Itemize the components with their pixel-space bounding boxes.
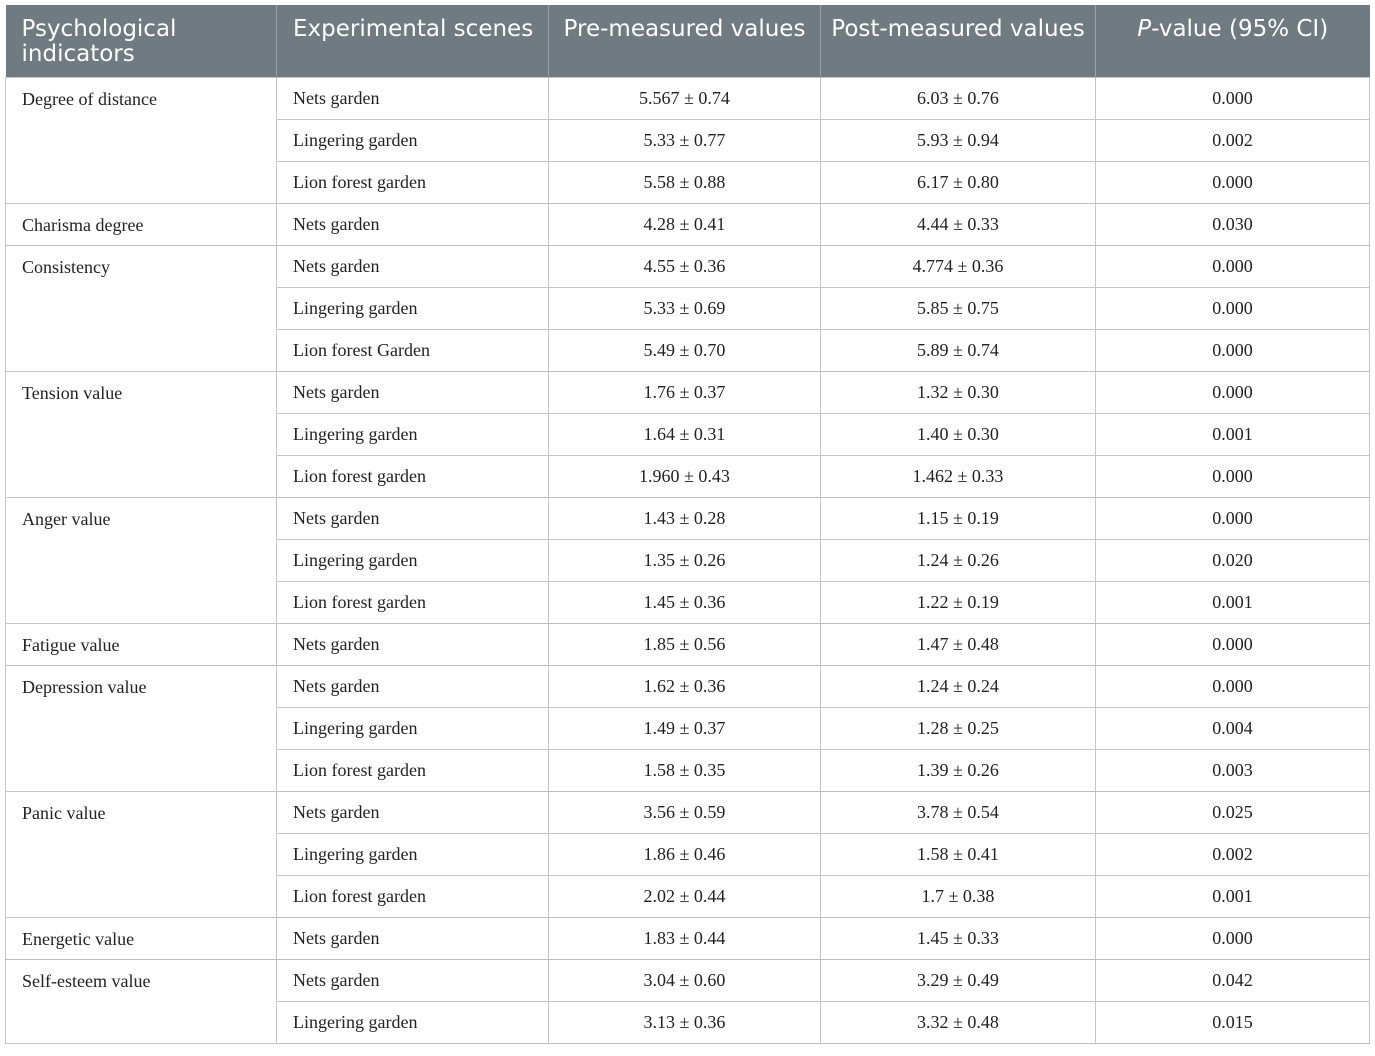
pre-measured-cell: 3.56 ± 0.59 (549, 791, 821, 833)
post-measured-cell: 1.47 ± 0.48 (821, 623, 1096, 665)
p-value-cell: 0.000 (1096, 455, 1370, 497)
post-measured-cell: 5.85 ± 0.75 (821, 287, 1096, 329)
pre-measured-cell: 1.49 ± 0.37 (549, 707, 821, 749)
header-p-italic: P (1137, 16, 1152, 42)
scene-cell: Lion forest Garden (277, 329, 549, 371)
scene-cell: Nets garden (277, 917, 549, 959)
p-value-cell: 0.000 (1096, 371, 1370, 413)
post-measured-cell: 1.24 ± 0.26 (821, 539, 1096, 581)
scene-cell: Lingering garden (277, 833, 549, 875)
post-measured-cell: 5.89 ± 0.74 (821, 329, 1096, 371)
table-body (6, 77, 1370, 1043)
pre-measured-cell: 4.55 ± 0.36 (549, 245, 821, 287)
p-value-cell: 0.000 (1096, 623, 1370, 665)
post-measured-cell: 1.7 ± 0.38 (821, 875, 1096, 917)
indicator-cell: Charisma degree (6, 203, 277, 245)
header-post-measured-values (821, 5, 1096, 77)
pre-measured-cell: 4.28 ± 0.41 (549, 203, 821, 245)
p-value-cell: 0.002 (1096, 119, 1370, 161)
pre-measured-cell: 1.85 ± 0.56 (549, 623, 821, 665)
indicator-cell: Energetic value (6, 917, 277, 959)
indicator-cell: Panic value (6, 791, 277, 917)
pre-measured-cell: 1.86 ± 0.46 (549, 833, 821, 875)
scene-cell: Nets garden (277, 959, 549, 1001)
scene-cell: Nets garden (277, 203, 549, 245)
table-row (6, 77, 1370, 119)
p-value-cell: 0.015 (1096, 1001, 1370, 1043)
pre-measured-cell: 3.13 ± 0.36 (549, 1001, 821, 1043)
p-value-cell: 0.000 (1096, 77, 1370, 119)
scene-cell: Lion forest garden (277, 581, 549, 623)
scene-cell: Lingering garden (277, 1001, 549, 1043)
pre-measured-cell: 5.33 ± 0.77 (549, 119, 821, 161)
p-value-cell: 0.000 (1096, 287, 1370, 329)
p-value-cell: 0.001 (1096, 875, 1370, 917)
header-p-value (1096, 5, 1370, 77)
post-measured-cell: 3.78 ± 0.54 (821, 791, 1096, 833)
p-value-cell: 0.001 (1096, 581, 1370, 623)
post-measured-cell: 4.44 ± 0.33 (821, 203, 1096, 245)
post-measured-cell: 1.22 ± 0.19 (821, 581, 1096, 623)
p-value-cell: 0.000 (1096, 497, 1370, 539)
indicator-cell: Degree of distance (6, 77, 277, 203)
p-value-cell: 0.003 (1096, 749, 1370, 791)
data-table-container (5, 5, 1369, 1044)
post-measured-cell: 1.32 ± 0.30 (821, 371, 1096, 413)
p-value-cell: 0.004 (1096, 707, 1370, 749)
header-label: Experimental scenes (293, 16, 534, 42)
header-experimental-scenes (277, 5, 549, 77)
header-label: Psychological indicators (21, 16, 177, 67)
pre-measured-cell: 1.35 ± 0.26 (549, 539, 821, 581)
table-row (6, 917, 1370, 959)
table-row (6, 203, 1370, 245)
header-label: Pre-measured values (563, 16, 806, 42)
post-measured-cell: 1.45 ± 0.33 (821, 917, 1096, 959)
pre-measured-cell: 1.76 ± 0.37 (549, 371, 821, 413)
scene-cell: Lingering garden (277, 707, 549, 749)
scene-cell: Lingering garden (277, 539, 549, 581)
table-row (6, 791, 1370, 833)
scene-cell: Lion forest garden (277, 161, 549, 203)
scene-cell: Nets garden (277, 791, 549, 833)
table-row (6, 623, 1370, 665)
scene-cell: Lion forest garden (277, 875, 549, 917)
p-value-cell: 0.000 (1096, 917, 1370, 959)
scene-cell: Lion forest garden (277, 749, 549, 791)
post-measured-cell: 1.15 ± 0.19 (821, 497, 1096, 539)
scene-cell: Nets garden (277, 665, 549, 707)
pre-measured-cell: 5.33 ± 0.69 (549, 287, 821, 329)
table-row (6, 959, 1370, 1001)
p-value-cell: 0.030 (1096, 203, 1370, 245)
pre-measured-cell: 1.64 ± 0.31 (549, 413, 821, 455)
p-value-cell: 0.000 (1096, 245, 1370, 287)
table-row (6, 665, 1370, 707)
pre-measured-cell: 1.62 ± 0.36 (549, 665, 821, 707)
header-p-rest: -value (95% CI) (1151, 16, 1329, 42)
pre-measured-cell: 1.45 ± 0.36 (549, 581, 821, 623)
pre-measured-cell: 3.04 ± 0.60 (549, 959, 821, 1001)
scene-cell: Nets garden (277, 497, 549, 539)
post-measured-cell: 1.39 ± 0.26 (821, 749, 1096, 791)
p-value-cell: 0.025 (1096, 791, 1370, 833)
indicator-cell: Anger value (6, 497, 277, 623)
pre-measured-cell: 1.83 ± 0.44 (549, 917, 821, 959)
p-value-cell: 0.002 (1096, 833, 1370, 875)
table-row (6, 497, 1370, 539)
header-label (1096, 5, 1370, 42)
indicator-cell: Self-esteem value (6, 959, 277, 1043)
indicator-cell: Fatigue value (6, 623, 277, 665)
p-value-cell: 0.020 (1096, 539, 1370, 581)
table-header (6, 5, 1370, 77)
post-measured-cell: 1.24 ± 0.24 (821, 665, 1096, 707)
p-value-cell: 0.000 (1096, 665, 1370, 707)
post-measured-cell: 3.32 ± 0.48 (821, 1001, 1096, 1043)
scene-cell: Lion forest garden (277, 455, 549, 497)
post-measured-cell: 4.774 ± 0.36 (821, 245, 1096, 287)
scene-cell: Lingering garden (277, 119, 549, 161)
post-measured-cell: 3.29 ± 0.49 (821, 959, 1096, 1001)
indicator-cell: Consistency (6, 245, 277, 371)
pre-measured-cell: 5.49 ± 0.70 (549, 329, 821, 371)
table-row (6, 245, 1370, 287)
scene-cell: Nets garden (277, 77, 549, 119)
header-psychological-indicators (6, 5, 277, 77)
scene-cell: Lingering garden (277, 413, 549, 455)
scene-cell: Nets garden (277, 245, 549, 287)
indicator-cell: Tension value (6, 371, 277, 497)
post-measured-cell: 6.17 ± 0.80 (821, 161, 1096, 203)
scene-cell: Lingering garden (277, 287, 549, 329)
pre-measured-cell: 5.567 ± 0.74 (549, 77, 821, 119)
post-measured-cell: 1.40 ± 0.30 (821, 413, 1096, 455)
header-pre-measured-values (549, 5, 821, 77)
post-measured-cell: 1.462 ± 0.33 (821, 455, 1096, 497)
pre-measured-cell: 1.960 ± 0.43 (549, 455, 821, 497)
pre-measured-cell: 1.43 ± 0.28 (549, 497, 821, 539)
p-value-cell: 0.001 (1096, 413, 1370, 455)
table-row (6, 371, 1370, 413)
p-value-cell: 0.000 (1096, 161, 1370, 203)
scene-cell: Nets garden (277, 371, 549, 413)
post-measured-cell: 5.93 ± 0.94 (821, 119, 1096, 161)
pre-measured-cell: 1.58 ± 0.35 (549, 749, 821, 791)
scene-cell: Nets garden (277, 623, 549, 665)
p-value-cell: 0.042 (1096, 959, 1370, 1001)
post-measured-cell: 6.03 ± 0.76 (821, 77, 1096, 119)
indicator-cell: Depression value (6, 665, 277, 791)
pre-measured-cell: 2.02 ± 0.44 (549, 875, 821, 917)
post-measured-cell: 1.28 ± 0.25 (821, 707, 1096, 749)
post-measured-cell: 1.58 ± 0.41 (821, 833, 1096, 875)
header-row (6, 5, 1370, 77)
header-label: Post-measured values (831, 16, 1085, 42)
pre-measured-cell: 5.58 ± 0.88 (549, 161, 821, 203)
psychological-indicators-table (5, 5, 1370, 1044)
p-value-cell: 0.000 (1096, 329, 1370, 371)
